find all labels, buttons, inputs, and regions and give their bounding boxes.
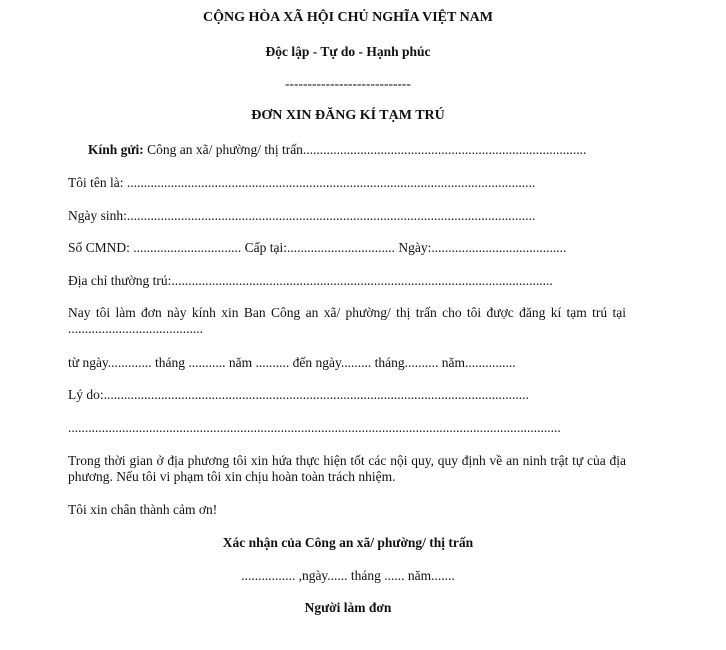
confirmation-heading: Xác nhận của Công an xã/ phường/ thị trấn (222, 535, 474, 550)
nation-heading: CỘNG HÒA XÃ HỘI CHỦ NGHĨA VIỆT NAM (202, 10, 493, 25)
dob-field: Ngày sinh:......................................................................................................................... (68, 208, 536, 223)
name-field: Tôi tên là: ......................................................................................................................... (68, 175, 536, 190)
request-paragraph: Nay tôi làm đơn này kính xin Ban Công an xã/ phường/ thị trấn cho tôi được đăng kí tạm trú tại ........................................ (68, 305, 626, 336)
header-divider: ---------------------------- (285, 76, 411, 91)
document-title: ĐƠN XIN ĐĂNG KÍ TẠM TRÚ (251, 108, 445, 123)
period-field: từ ngày............. tháng ........... năm .......... đến ngày......... tháng.......... năm............... (68, 355, 516, 370)
thanks-line: Tôi xin chân thành cảm ơn! (68, 502, 218, 517)
salutation (88, 142, 586, 158)
reason-continuation: .................................................................................................................................................. (68, 420, 561, 435)
address-field: Địa chỉ thường trú:................................................................................................................. (68, 273, 553, 288)
salutation-label: Kính gửi: (88, 142, 144, 157)
reason-field: Lý do:.............................................................................................................................. (68, 387, 529, 402)
commitment-paragraph: Trong thời gian ở địa phương tôi xin hứa thực hiện tốt các nội quy, quy định về an ninh trật tự của địa phương. Nếu tôi vi phạm tôi xin chịu hoàn toàn trách nhiệm. (68, 453, 626, 484)
cmnd-field: Số CMND: ................................ Cấp tại:................................ Ngày:........................................ (68, 240, 567, 255)
signer-label: Người làm đơn (304, 600, 392, 615)
salutation-text: Công an xã/ phường/ thị trấn.................................................................................... (143, 142, 587, 157)
date-line: ................ ,ngày...... tháng ...... năm....... (241, 568, 455, 583)
motto: Độc lập - Tự do - Hạnh phúc (265, 44, 431, 59)
